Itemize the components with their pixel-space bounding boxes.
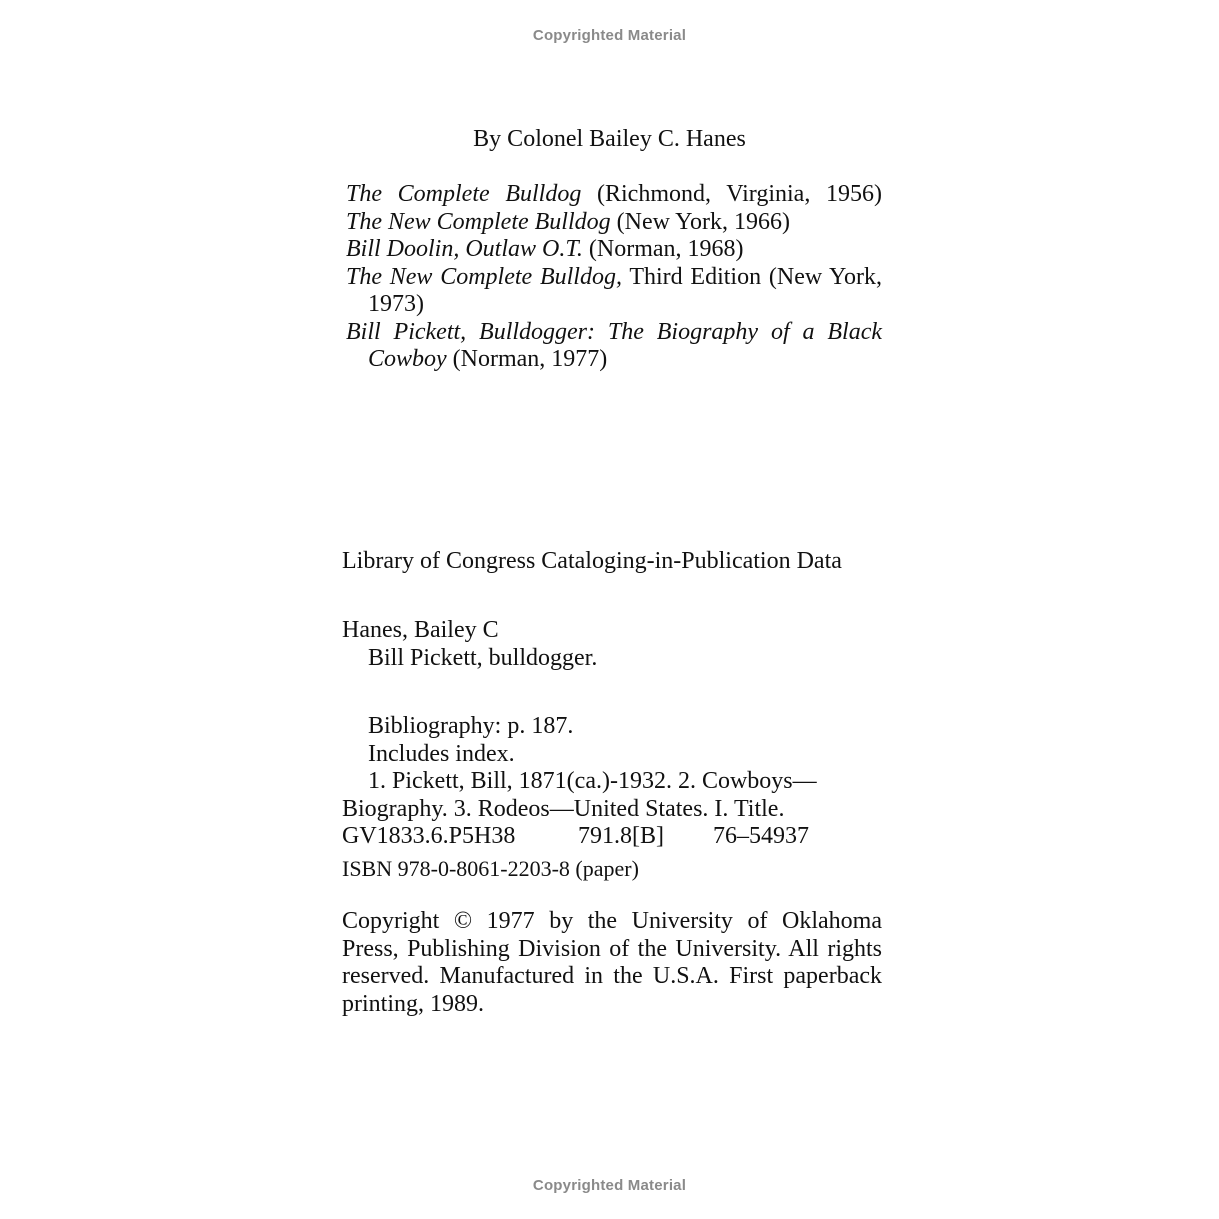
cip-bibliography: Bibliography: p. 187.	[368, 713, 574, 739]
copyright-notice: Copyright © 1977 by the University of Oklahoma Press, Publishing Division of the University. All rights reserved. Manufactured in the U.S.A. First paperback printing, 1989.	[342, 908, 882, 1017]
book-details: Third Edition (New York, 1973)	[368, 263, 882, 317]
cip-heading: Library of Congress Cataloging-in-Publication Data	[342, 548, 842, 574]
book-details: (Richmond, Virginia, 1956)	[597, 181, 882, 207]
book-details: (Norman, 1977)	[452, 346, 608, 372]
cip-title: Bill Pickett, bulldogger.	[368, 644, 598, 671]
cip-call-row	[342, 823, 882, 851]
book-entry	[346, 319, 882, 374]
cip-subjects-line2: Biography. 3. Rodeos—United States. I. Title.	[342, 795, 785, 822]
book-title: Bill Doolin, Outlaw O.T.	[346, 236, 583, 262]
book-details: (Norman, 1968)	[588, 236, 744, 262]
book-title: Bill Pickett, Bulldogger: The Biography of a Black Cowboy	[346, 318, 882, 372]
isbn: ISBN 978-0-8061-2203-8 (paper)	[342, 856, 639, 881]
book-title: The New Complete Bulldog,	[346, 263, 622, 290]
cip-notes-block	[342, 713, 882, 851]
book-entry	[346, 181, 882, 209]
book-entry	[346, 209, 882, 237]
cip-index-note: Includes index.	[368, 740, 515, 767]
cip-author-block	[342, 617, 882, 672]
copyright-watermark-bottom: Copyrighted Material	[532, 1177, 687, 1194]
cip-lccn: 76–54937	[713, 823, 809, 849]
cip-classification: 791.8[B]	[578, 823, 664, 849]
by-author-heading: By Colonel Bailey C. Hanes	[473, 126, 746, 152]
book-entry	[346, 236, 882, 264]
cip-subjects-line1: 1. Pickett, Bill, 1871(ca.)-1932. 2. Cowboys—	[368, 768, 817, 794]
cip-author: Hanes, Bailey C	[342, 617, 499, 643]
copyright-watermark-top: Copyrighted Material	[532, 27, 687, 44]
cip-call-number: GV1833.6.P5H38	[342, 823, 516, 849]
book-title: The Complete Bulldog	[346, 181, 582, 207]
book-title: The New Complete Bulldog	[346, 208, 611, 235]
book-details: (New York, 1966)	[616, 208, 790, 235]
other-books-list	[346, 181, 882, 374]
book-entry	[346, 264, 882, 319]
